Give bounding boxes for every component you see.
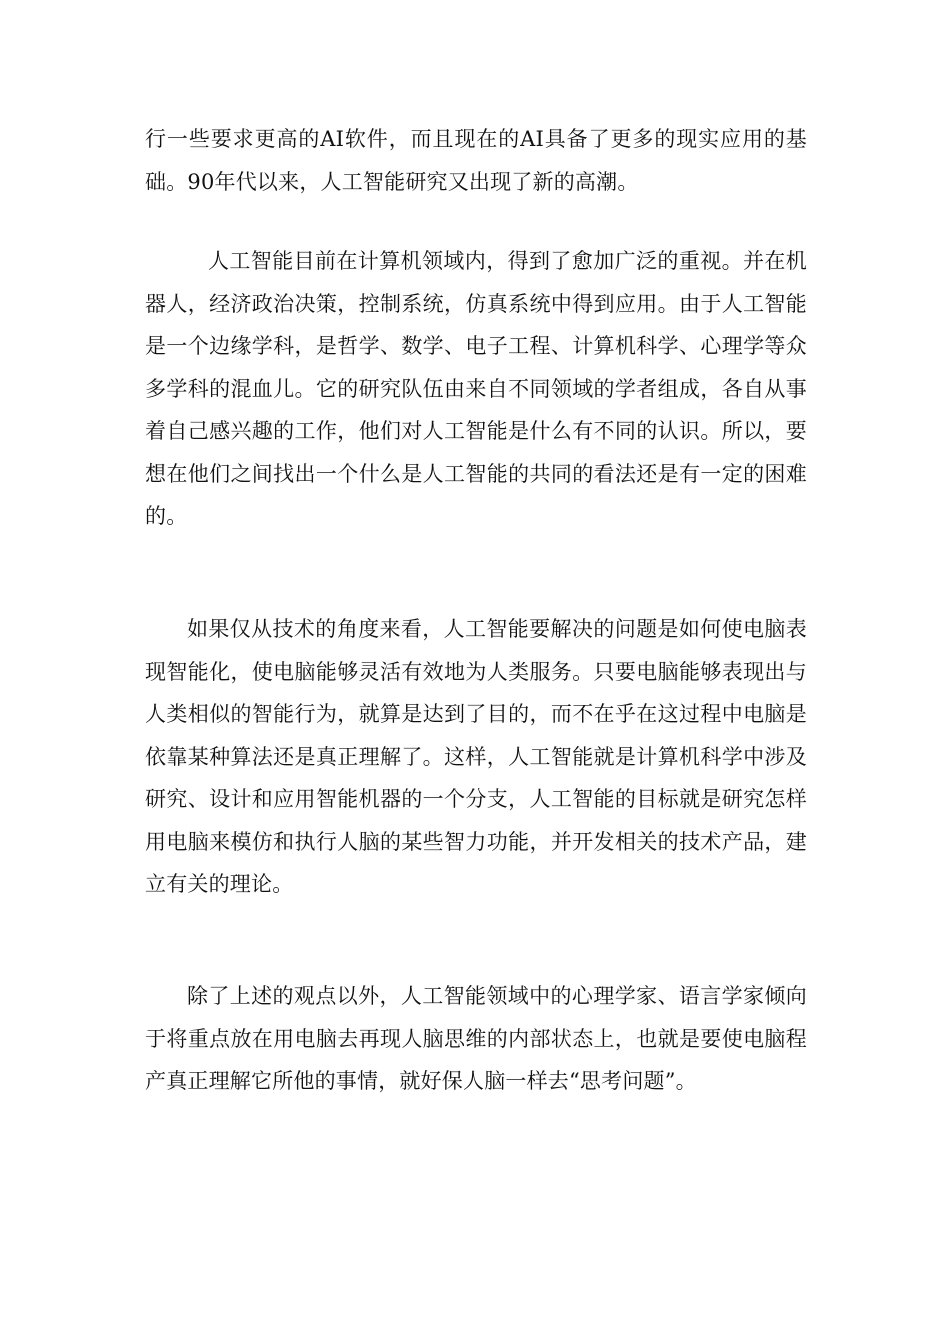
paragraph-1: 行一些要求更高的AI软件，而且现在的AI具备了更多的现实应用的基础。90年代以来，人工智能研究又出现了新的高潮。: [145, 127, 807, 194]
paragraph-4: 除了上述的观点以外，人工智能领域中的心理学家、语言学家倾向于将重点放在用电脑去再现人脑思维的内部状态上，也就是要使电脑程产真正理解它所他的事情，就好保人脑一样去“思考问题”。: [145, 984, 807, 1093]
paragraph-2: 人工智能目前在计算机领域内，得到了愈加广泛的重视。并在机器人，经济政治决策，控制系统，仿真系统中得到应用。由于人工智能是一个边缘学科，是哲学、数学、电子工程、计算机科学、心理学等众多学科的混血儿。它的研究队伍由来自不同领域的学者组成，各自从事着自己感兴趣的工作，他们对人工智能是什么有不同的认识。所以，要想在他们之间找出一个什么是人工智能的共同的看法还是有一定的困难的。: [145, 249, 807, 528]
paragraph-3: 如果仅从技术的角度来看，人工智能要解决的问题是如何使电脑表现智能化，使电脑能够灵活有效地为人类服务。只要电脑能够表现出与人类相似的智能行为，就算是达到了目的，而不在乎在这过程中电脑是依靠某种算法还是真正理解了。这样，人工智能就是计算机科学中涉及研究、设计和应用智能机器的一个分支，人工智能的目标就是研究怎样用电脑来模仿和执行人脑的某些智力功能，并开发相关的技术产品，建立有关的理论。: [145, 617, 807, 896]
